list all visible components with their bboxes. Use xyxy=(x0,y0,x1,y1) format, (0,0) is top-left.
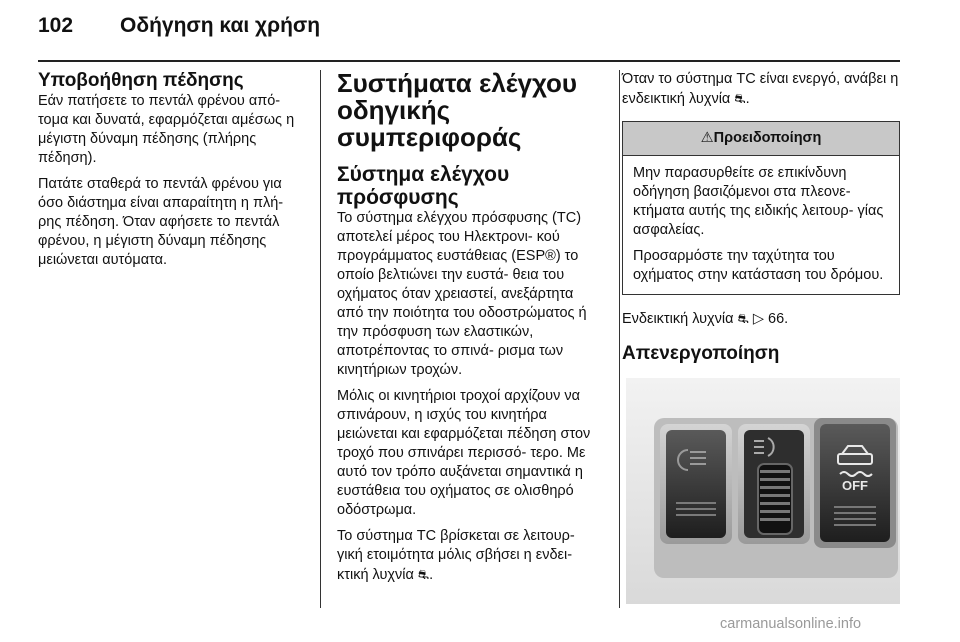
fog-light-switch[interactable] xyxy=(666,430,726,538)
watermark: carmanualsonline.info xyxy=(720,616,862,632)
column-2 xyxy=(337,70,603,592)
tc-off-label: OFF xyxy=(842,478,868,493)
brake-assist-para-2: Πατάτε σταθερά το πεντάλ φρένου για όσο διάστημα είναι απαραίτητη η πλή- ρης πέδηση. Όταν αφήσετε το πεντάλ φρένου, η μέγιστη δύναμη πέδησης μειώνεται αυτόματα. xyxy=(38,176,284,268)
warning-body xyxy=(623,156,899,294)
switch-panel-photo xyxy=(626,378,900,604)
brake-assist-para-1: Εάν πατήσετε το πεντάλ φρένου από- τομα και δυνατά, εφαρμόζεται αμέσως η μέγιστη δύναμη πέδησης (πλήρης πέδηση). xyxy=(38,93,295,166)
page-reference-arrow-icon: ▷ xyxy=(752,311,764,327)
tc-para-2: Μόλις οι κινητήριοι τροχοί αρχίζουν να σπινάρουν, η ισχύς του κινητήρα μειώνεται και εφαρμόζεται πέδηση στον τροχό που σπινάρει περισσό- τερο. Με αυτό τον τρόπο αυξάνεται σημαντικά η ευστάθεια του οχήματος σε ολισθηρό οδόστρωμα. xyxy=(337,388,591,518)
chapter-title: Οδήγηση και χρήση xyxy=(120,14,321,37)
warning-box xyxy=(622,121,900,295)
page-number: 102 xyxy=(38,14,74,37)
tc-active-para: Όταν το σύστημα TC είναι ενεργό, ανάβει η ενδεικτική λυχνία ⛐. xyxy=(622,71,899,107)
header-rule xyxy=(38,60,900,62)
column-divider-2 xyxy=(619,70,620,608)
traction-control-subheading: Σύστημα ελέγχου πρόσφυσης xyxy=(337,163,510,209)
page-header xyxy=(38,14,320,38)
warning-para-1: Μην παρασυρθείτε σε επικίνδυνη οδήγηση βασιζόμενοι στα πλεονε- κτήματα αυτής της ειδικής λειτουρ- γίας ασφαλείας. xyxy=(633,165,884,238)
indicator-reference: Ενδεικτική λυχνία ⛐ ▷ 66. xyxy=(622,311,789,327)
brake-assist-heading: Υποβοήθηση πέδησης xyxy=(38,70,244,91)
warning-header: ⚠Προειδοποίηση xyxy=(623,122,899,156)
tc-lamp-icon: ⛐ xyxy=(737,311,749,326)
driving-control-heading: Συστήματα ελέγχου οδηγικής συμπεριφοράς xyxy=(337,68,578,152)
tc-para-1: Το σύστημα ελέγχου πρόσφυσης (TC) αποτελεί μέρος του Ηλεκτρονι- κού προγράμματος ευστάθειας (ESP®) το οποίο βελτιώνει την ευστά- θεια του οχήματος όταν χρειαστεί, ανεξάρτητα από την ποιότητα του οδοστρώματος ή την πρόσφυση των ελαστικών, αποτρέποντας το σπινά- ρισμα των κινητήριων τροχών. xyxy=(337,210,587,378)
tc-lamp-icon: ⛐ xyxy=(417,567,430,582)
tc-lamp-icon: ⛐ xyxy=(734,91,746,106)
tc-para-3: Το σύστημα TC βρίσκεται σε λειτουρ- γική ετοιμότητα μόλις σβήσει η ενδει- κτική λυχνία ⛐. xyxy=(337,528,575,583)
warning-triangle-icon: ⚠ xyxy=(700,130,714,146)
deactivation-heading: Απενεργοποίηση xyxy=(622,343,780,364)
column-1 xyxy=(38,70,306,277)
column-3 xyxy=(622,70,900,365)
column-divider-1 xyxy=(320,70,321,608)
warning-para-2: Προσαρμόστε την ταχύτητα του οχήματος στην κατάσταση του δρόμου. xyxy=(633,248,884,283)
